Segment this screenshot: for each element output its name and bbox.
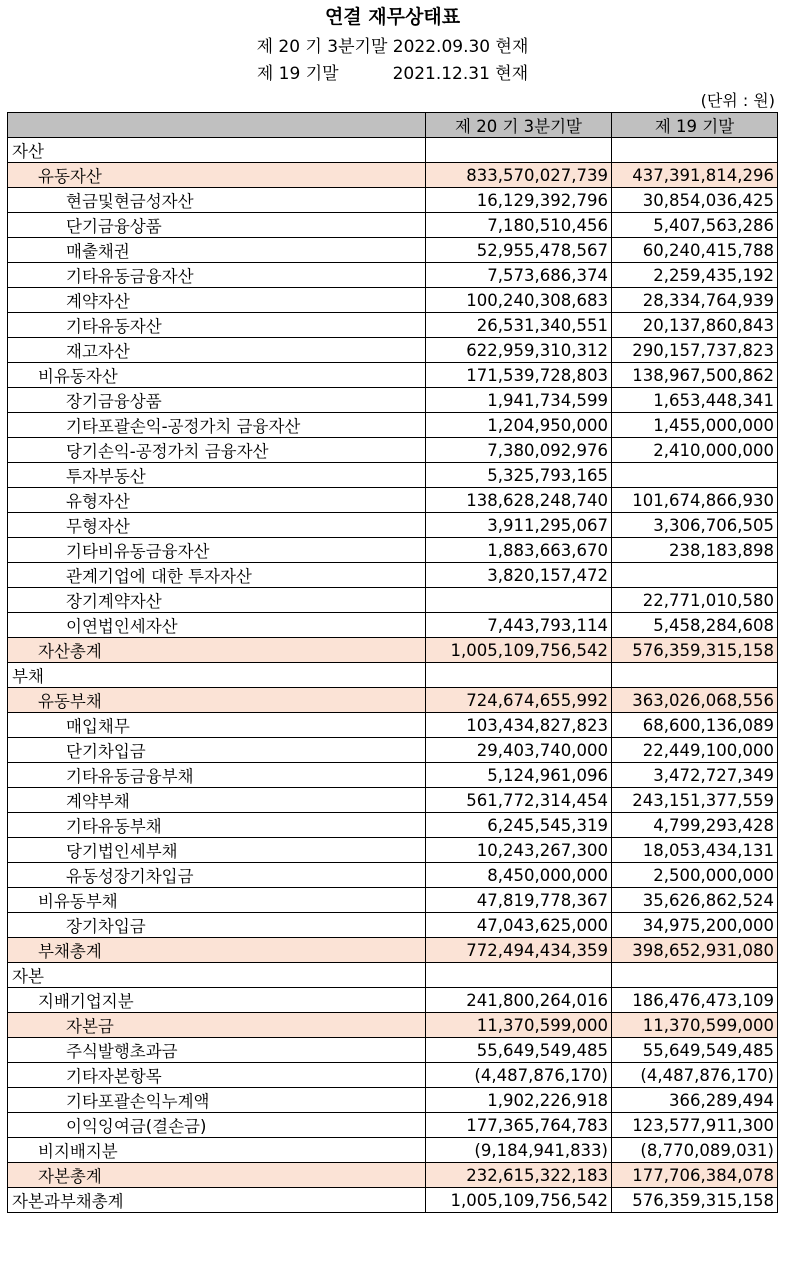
prior-period-value-cell: 4,799,293,428	[612, 813, 778, 838]
current-period-value-cell: 47,819,778,367	[426, 888, 612, 913]
account-name-cell: 현금및현금성자산	[8, 188, 426, 213]
unit-label: (단위 : 원)	[700, 91, 775, 110]
prior-period-value-cell: 576,359,315,158	[612, 1188, 778, 1213]
current-period-value-cell: 5,124,961,096	[426, 763, 612, 788]
prior-period-value-cell: 398,652,931,080	[612, 938, 778, 963]
prior-period-value-cell: 243,151,377,559	[612, 788, 778, 813]
account-name-cell: 부채총계	[8, 938, 426, 963]
current-period-value-cell: 5,325,793,165	[426, 463, 612, 488]
current-period-value-cell	[426, 138, 612, 163]
account-name-cell: 계약부채	[8, 788, 426, 813]
table-row	[8, 263, 778, 288]
account-name-cell: 유형자산	[8, 488, 426, 513]
prior-period-value-cell: 437,391,814,296	[612, 163, 778, 188]
table-row	[8, 488, 778, 513]
current-period-value-cell: 52,955,478,567	[426, 238, 612, 263]
table-row	[8, 1113, 778, 1138]
current-period-value-cell: 26,531,340,551	[426, 313, 612, 338]
prior-period-value-cell: 2,500,000,000	[612, 863, 778, 888]
account-name-cell: 재고자산	[8, 338, 426, 363]
prior-period-line: 제 19 기말 2021.12.31 현재	[256, 64, 529, 84]
table-row	[8, 1188, 778, 1213]
prior-period-value-cell: 363,026,068,556	[612, 688, 778, 713]
account-name-cell: 투자부동산	[8, 463, 426, 488]
current-period-value-cell: 1,005,109,756,542	[426, 638, 612, 663]
table-row	[8, 313, 778, 338]
table-row	[8, 988, 778, 1013]
prior-period-value-cell: 68,600,136,089	[612, 713, 778, 738]
prior-period-value-cell: 55,649,549,485	[612, 1038, 778, 1063]
current-period-value-cell: 3,820,157,472	[426, 563, 612, 588]
prior-period-value-cell: 30,854,036,425	[612, 188, 778, 213]
table-row	[8, 563, 778, 588]
table-row	[8, 613, 778, 638]
account-name-cell: 매입채무	[8, 713, 426, 738]
table-row	[8, 1088, 778, 1113]
table-row	[8, 163, 778, 188]
current-period-value-cell: 7,443,793,114	[426, 613, 612, 638]
account-name-cell: 장기금융상품	[8, 388, 426, 413]
prior-period-value-cell: 101,674,866,930	[612, 488, 778, 513]
current-period-value-cell: 138,628,248,740	[426, 488, 612, 513]
account-name-cell: 단기차입금	[8, 738, 426, 763]
table-row	[8, 763, 778, 788]
account-name-cell: 장기차입금	[8, 913, 426, 938]
account-name-cell: 기타비유동금융자산	[8, 538, 426, 563]
current-period-value-cell: 7,380,092,976	[426, 438, 612, 463]
prior-period-value-cell: (4,487,876,170)	[612, 1063, 778, 1088]
table-row	[8, 963, 778, 988]
prior-period-value-cell: 123,577,911,300	[612, 1113, 778, 1138]
current-period-value-cell: (4,487,876,170)	[426, 1063, 612, 1088]
account-name-cell: 유동부채	[8, 688, 426, 713]
current-period-value-cell: 833,570,027,739	[426, 163, 612, 188]
account-name-cell: 유동성장기차입금	[8, 863, 426, 888]
account-name-cell: 지배기업지분	[8, 988, 426, 1013]
table-row	[8, 863, 778, 888]
current-period-line: 제 20 기 3분기말 2022.09.30 현재	[256, 37, 529, 57]
prior-period-value-cell: 35,626,862,524	[612, 888, 778, 913]
table-row	[8, 438, 778, 463]
account-name-cell: 주식발행초과금	[8, 1038, 426, 1063]
account-name-cell: 비유동부채	[8, 888, 426, 913]
account-name-cell: 기타유동금융부채	[8, 763, 426, 788]
prior-period-value-cell: 186,476,473,109	[612, 988, 778, 1013]
column-header-prior: 제 19 기말	[612, 113, 778, 138]
table-row	[8, 463, 778, 488]
account-name-cell: 자본	[8, 963, 426, 988]
account-name-cell: 기타자본항목	[8, 1063, 426, 1088]
current-period-value-cell: 724,674,655,992	[426, 688, 612, 713]
table-row	[8, 788, 778, 813]
prior-period-value-cell: 11,370,599,000	[612, 1013, 778, 1038]
table-row	[8, 363, 778, 388]
account-name-cell: 이익잉여금(결손금)	[8, 1113, 426, 1138]
current-period-value-cell	[426, 663, 612, 688]
table-row	[8, 888, 778, 913]
prior-period-value-cell: 290,157,737,823	[612, 338, 778, 363]
current-period-value-cell: 7,180,510,456	[426, 213, 612, 238]
account-name-cell: 당기법인세부채	[8, 838, 426, 863]
current-period-value-cell: 103,434,827,823	[426, 713, 612, 738]
current-period-value-cell	[426, 588, 612, 613]
table-body	[8, 138, 778, 1213]
current-period-value-cell: 11,370,599,000	[426, 1013, 612, 1038]
table-row	[8, 1038, 778, 1063]
table-row	[8, 938, 778, 963]
account-name-cell: 기타유동자산	[8, 313, 426, 338]
prior-period-value-cell	[612, 663, 778, 688]
current-period-value-cell: 171,539,728,803	[426, 363, 612, 388]
current-period-value-cell: 772,494,434,359	[426, 938, 612, 963]
account-name-cell: 단기금융상품	[8, 213, 426, 238]
prior-period-value-cell: (8,770,089,031)	[612, 1138, 778, 1163]
table-row	[8, 813, 778, 838]
prior-period-value-cell: 18,053,434,131	[612, 838, 778, 863]
table-header-row	[8, 113, 778, 138]
current-period-value-cell: 1,883,663,670	[426, 538, 612, 563]
current-period-value-cell: 1,005,109,756,542	[426, 1188, 612, 1213]
table-row	[8, 413, 778, 438]
account-name-cell: 부채	[8, 663, 426, 688]
account-name-cell: 기타유동금융자산	[8, 263, 426, 288]
table-row	[8, 388, 778, 413]
prior-period-value-cell: 28,334,764,939	[612, 288, 778, 313]
account-name-cell: 자산	[8, 138, 426, 163]
prior-period-value-cell: 2,259,435,192	[612, 263, 778, 288]
prior-period-value-cell: 5,407,563,286	[612, 213, 778, 238]
table-row	[8, 513, 778, 538]
table-row	[8, 1138, 778, 1163]
table-row	[8, 538, 778, 563]
current-period-value-cell: 55,649,549,485	[426, 1038, 612, 1063]
current-period-value-cell: 3,911,295,067	[426, 513, 612, 538]
account-name-cell: 이연법인세자산	[8, 613, 426, 638]
table-row	[8, 238, 778, 263]
current-period-value-cell	[426, 963, 612, 988]
account-name-cell: 유동자산	[8, 163, 426, 188]
current-period-value-cell: 100,240,308,683	[426, 288, 612, 313]
current-period-value-cell: 6,245,545,319	[426, 813, 612, 838]
prior-period-value-cell: 5,458,284,608	[612, 613, 778, 638]
account-name-cell: 기타유동부채	[8, 813, 426, 838]
table-row	[8, 688, 778, 713]
current-period-value-cell: (9,184,941,833)	[426, 1138, 612, 1163]
prior-period-value-cell: 20,137,860,843	[612, 313, 778, 338]
prior-period-value-cell: 177,706,384,078	[612, 1163, 778, 1188]
current-period-value-cell: 1,941,734,599	[426, 388, 612, 413]
table-row	[8, 738, 778, 763]
table-row	[8, 1013, 778, 1038]
account-name-cell: 장기계약자산	[8, 588, 426, 613]
table-row	[8, 1063, 778, 1088]
account-name-cell: 기타포괄손익-공정가치 금융자산	[8, 413, 426, 438]
current-period-value-cell: 622,959,310,312	[426, 338, 612, 363]
prior-period-value-cell	[612, 563, 778, 588]
prior-period-value-cell: 3,306,706,505	[612, 513, 778, 538]
account-name-cell: 무형자산	[8, 513, 426, 538]
current-period-value-cell: 47,043,625,000	[426, 913, 612, 938]
account-name-cell: 자본과부채총계	[8, 1188, 426, 1213]
table-row	[8, 1163, 778, 1188]
prior-period-value-cell: 238,183,898	[612, 538, 778, 563]
account-name-cell: 계약자산	[8, 288, 426, 313]
current-period-value-cell: 10,243,267,300	[426, 838, 612, 863]
prior-period-value-cell: 2,410,000,000	[612, 438, 778, 463]
prior-period-value-cell: 1,455,000,000	[612, 413, 778, 438]
table-row	[8, 838, 778, 863]
account-name-cell: 기타포괄손익누계액	[8, 1088, 426, 1113]
current-period-value-cell: 1,204,950,000	[426, 413, 612, 438]
prior-period-value-cell	[612, 463, 778, 488]
table-row	[8, 638, 778, 663]
account-name-cell: 자본총계	[8, 1163, 426, 1188]
column-header-account	[8, 113, 426, 138]
prior-period-value-cell: 3,472,727,349	[612, 763, 778, 788]
prior-period-value-cell	[612, 963, 778, 988]
current-period-value-cell: 7,573,686,374	[426, 263, 612, 288]
current-period-value-cell: 177,365,764,783	[426, 1113, 612, 1138]
prior-period-value-cell: 34,975,200,000	[612, 913, 778, 938]
prior-period-value-cell	[612, 138, 778, 163]
prior-period-value-cell: 1,653,448,341	[612, 388, 778, 413]
balance-sheet-table	[7, 112, 778, 1213]
account-name-cell: 자산총계	[8, 638, 426, 663]
account-name-cell: 당기손익-공정가치 금융자산	[8, 438, 426, 463]
prior-period-value-cell: 138,967,500,862	[612, 363, 778, 388]
current-period-value-cell: 561,772,314,454	[426, 788, 612, 813]
table-row	[8, 213, 778, 238]
prior-period-value-cell: 60,240,415,788	[612, 238, 778, 263]
current-period-value-cell: 241,800,264,016	[426, 988, 612, 1013]
prior-period-value-cell: 22,449,100,000	[612, 738, 778, 763]
table-row	[8, 288, 778, 313]
column-header-current: 제 20 기 3분기말	[426, 113, 612, 138]
account-name-cell: 매출채권	[8, 238, 426, 263]
table-row	[8, 663, 778, 688]
table-row	[8, 338, 778, 363]
current-period-value-cell: 29,403,740,000	[426, 738, 612, 763]
current-period-value-cell: 232,615,322,183	[426, 1163, 612, 1188]
table-row	[8, 588, 778, 613]
current-period-value-cell: 1,902,226,918	[426, 1088, 612, 1113]
table-row	[8, 913, 778, 938]
prior-period-value-cell: 366,289,494	[612, 1088, 778, 1113]
prior-period-value-cell: 576,359,315,158	[612, 638, 778, 663]
current-period-value-cell: 8,450,000,000	[426, 863, 612, 888]
account-name-cell: 비지배지분	[8, 1138, 426, 1163]
account-name-cell: 관계기업에 대한 투자자산	[8, 563, 426, 588]
current-period-value-cell: 16,129,392,796	[426, 188, 612, 213]
prior-period-value-cell: 22,771,010,580	[612, 588, 778, 613]
statement-title: 연결 재무상태표	[324, 6, 461, 28]
account-name-cell: 비유동자산	[8, 363, 426, 388]
table-row	[8, 713, 778, 738]
table-row	[8, 138, 778, 163]
account-name-cell: 자본금	[8, 1013, 426, 1038]
table-row	[8, 188, 778, 213]
